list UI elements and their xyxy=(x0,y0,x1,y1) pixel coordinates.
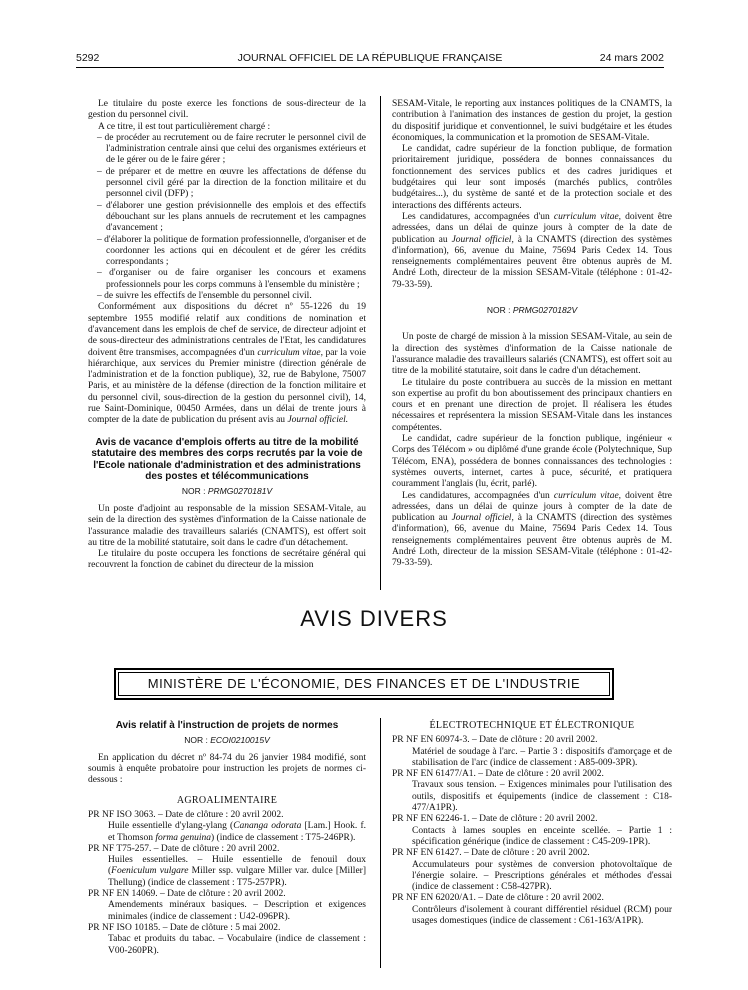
bottom-right-column xyxy=(392,720,672,927)
notice-title: Avis relatif à l'instruction de projets de normes xyxy=(115,720,339,731)
list-item xyxy=(392,893,672,927)
list-item: – de suivre les effectifs de l'ensemble du personnel civil. xyxy=(97,291,312,302)
paragraph: Les candidatures, accompagnées d'un curriculum vitae, doivent être adressées, dans un délai de quinze jours à compter de la date de publication au Journal officiel, à la CNAMTS (direction des systèmes d'information), 66, avenue du Maine, 75694 Paris Cedex 14. Tous renseignements complémentaires peuvent être obtenus auprès de M. André Loth, directeur de la mission SESAM-Vitale (téléphone : 01-42-79-33-59). xyxy=(392,490,672,569)
top-left-column xyxy=(88,99,366,572)
norm-description: Tabac et produits du tabac. – Vocabulaire (indice de classement : V00-260PR). xyxy=(108,934,366,956)
top-right-column xyxy=(392,99,672,570)
norm-reference: PR NF EN 61427. – Date de clôture : 20 avril 2002. xyxy=(392,848,590,859)
paragraph: En application du décret nº 84-74 du 26 janvier 1984 modifié, sont soumis à enquête probatoire pour instruction les projets de normes ci-dessous : xyxy=(88,752,366,786)
norm-reference: PR NF EN 60974-3. – Date de clôture : 20 avril 2002. xyxy=(392,735,598,746)
list-item: – d'organiser ou de faire organiser les concours et examens professionnels pour les corps communs à l'ensemble du ministère ; xyxy=(97,268,366,290)
list-item xyxy=(88,844,366,889)
list-item xyxy=(88,810,366,844)
paragraph: Conformément aux dispositions du décret nº 55-1226 du 19 septembre 1955 modifié relatif aux conditions de nomination et d'avancement dans les emplois de chef de service, de directeur adjoint et de sous-directeur des administrations centrales de l'Etat, les candidatures doivent être transmises, accompagnées d'un curriculum vitae, par la voie hiérarchique, aux services du Premier ministre (direction générale de l'administration et de la fonction publique), 32, rue de Babylone, 75007 Paris, et au ministère de la défense (direction de la fonction militaire et du personnel civil, sous-direction de la gestion du personnel civil), 14, rue Saint-Dominique, 00450 Armées, dans un délai de trente jours à compter de la date de publication du présent avis au Journal officiel. xyxy=(88,302,367,426)
list-item xyxy=(392,735,672,769)
list-item xyxy=(392,814,672,848)
norm-reference: PR NF ISO 3063. – Date de clôture : 20 avril 2002. xyxy=(88,809,284,820)
list-item: – d'élaborer la politique de formation professionnelle, d'organiser et de coordonner les actions qui en découlent et de gérer les crédits correspondants ; xyxy=(97,234,366,268)
avis-divers-heading: AVIS DIVERS xyxy=(300,606,448,631)
header-rule xyxy=(76,67,664,68)
nor-reference: NOR : ECOI0210015V xyxy=(184,734,270,745)
ministry-title: MINISTÈRE DE L'ÉCONOMIE, DES FINANCES ET DE L'INDUSTRIE xyxy=(118,672,610,696)
paragraph: Le titulaire du poste contribuera au succès de la mission en mettant son expertise au profit du bon aboutissement des principaux chantiers en cours et en prenant une direction de projet. Il réalisera les études nécessaires et représentera la mission SESAM-Vitale dans les instances compétentes. xyxy=(392,377,672,433)
paragraph: Le candidat, cadre supérieur de la fonction publique, de formation prioritairement juridique, possédera de bonnes connaissances du fonctionnement des services publics et des cadres juridiques et budgétaires qui leur sont imposés (marchés publics, contrôles budgétaires...), du système de santé et de la protection sociale et des interactions des différents acteurs. xyxy=(392,144,672,211)
norm-description: Matériel de soudage à l'arc. – Partie 3 : dispositifs d'amorçage et de stabilisation de l'arc (indice de classement : A85-009-3PR). xyxy=(412,746,672,768)
norm-reference: PR NF ISO 10185. – Date de clôture : 5 mai 2002. xyxy=(88,922,281,933)
norm-description: Contacts à lames souples en enceinte scellée. – Partie 1 : spécification générique (indice de classement : C45-209-1PR). xyxy=(412,825,672,847)
list-item xyxy=(392,848,672,893)
ministry-box xyxy=(114,668,614,700)
paragraph: A ce titre, il est tout particulièrement chargé : xyxy=(98,121,271,132)
norm-description: Accumulateurs pour systèmes de conversion photovoltaïque de l'énergie solaire. – Prescriptions générales et méthodes d'essai (indice de classement : C58-427PR). xyxy=(412,859,672,893)
paragraph: Un poste d'adjoint au responsable de la mission SESAM-Vitale, au sein de la direction des systèmes d'information de la Caisse nationale de l'assurance maladie des travailleurs salariés (CNAMTS), est offert soit au titre de la mobilité statutaire, soit dans le cadre d'un détachement. xyxy=(88,503,366,548)
paragraph: Le titulaire du poste exerce les fonctions de sous-directeur de la gestion du personnel civil. xyxy=(88,99,366,121)
nor-reference: NOR : PRMG0270181V xyxy=(181,485,273,496)
nor-reference: NOR : PRMG0270182V xyxy=(486,305,578,316)
column-divider xyxy=(380,96,381,590)
list-item xyxy=(88,923,366,957)
norm-description: Contrôleurs d'isolement à courant différentiel résiduel (RCM) pour usages domestiques (indice de classement : C61-163/A1PR). xyxy=(412,904,672,927)
section-title: Avis de vacance d'emplois offerts au titre de la mobilité statutaire des membres des corps recrutés par la voie de l'Ecole nationale d'administration et des administrations des postes et télécommunications xyxy=(91,436,363,483)
column-divider xyxy=(380,718,381,968)
paragraph: Le candidat, cadre supérieur de la fonction publique, ingénieur « Corps des Télécom » ou diplômé d'une grande école (Polytechnique, Sup Télécom, ENA), possédera de bonnes connaissances des technologies : systèmes ouverts, internet, cartes à puce, sécurité, et pratiquera couramment l'anglais (lu, écrit, parlé). xyxy=(392,434,672,490)
norm-description: Huiles essentielles. – Huile essentielle de fenouil doux (Foeniculum vulgare Miller ssp. vulgare Miller var. dulce [Miller] Thellung) (indice de classement : T75-257PR). xyxy=(108,855,366,888)
category-heading: AGROALIMENTAIRE xyxy=(176,794,278,806)
page-header xyxy=(76,52,664,66)
norm-reference: PR NF T75-257. – Date de clôture : 20 avril 2002. xyxy=(88,843,280,854)
paragraph: Le titulaire du poste occupera les fonctions de secrétaire général qui recouvrent la fonction de cabinet du directeur de la mission xyxy=(88,549,366,571)
issue-date: 24 mars 2002 xyxy=(599,52,664,64)
norm-description: Huile essentielle d'ylang-ylang (Cananga odorata [Lam.] Hook. f. et Thomson forma genuina) (indice de classement : T75-246PR). xyxy=(108,821,366,843)
paragraph: SESAM-Vitale, le reporting aux instances politiques de la CNAMTS, la contribution à l'animation des instances de gestion du projet, la gestion du dispositif juridique et conventionnel, le suivi budgétaire et les études économiques, la communication et la promotion de SESAM-Vitale. xyxy=(392,99,672,143)
norm-reference: PR NF EN 62020/A1. – Date de clôture : 20 avril 2002. xyxy=(392,893,604,904)
list-item xyxy=(88,889,366,923)
list-item: – de procéder au recrutement ou de faire recruter le personnel civil de l'administration centrale ainsi que celui des organismes extérieurs et de le gérer ou de le faire gérer ; xyxy=(97,132,366,166)
paragraph: Les candidatures, accompagnées d'un curriculum vitae, doivent être adressées, dans un délai de quinze jours à compter de la date de publication au Journal officiel, à la CNAMTS (direction des systèmes d'information), 66, avenue du Maine, 75694 Paris Cedex 14. Tous renseignements complémentaires peuvent être obtenus auprès de M. André Loth, directeur de la mission SESAM-Vitale (téléphone : 01-42-79-33-59). xyxy=(392,211,672,290)
paragraph: Un poste de chargé de mission à la mission SESAM-Vitale, au sein de la direction des systèmes d'information de la Caisse nationale de l'assurance maladie des travailleurs salariés (CNAMTS), est offert soit au titre de la mobilité statutaire, soit dans le cadre d'un détachement. xyxy=(392,332,672,377)
page-number: 5292 xyxy=(76,52,100,64)
journal-title: JOURNAL OFFICIEL DE LA RÉPUBLIQUE FRANÇAISE xyxy=(237,52,503,64)
norm-reference: PR NF EN 62246-1. – Date de clôture : 20 avril 2002. xyxy=(392,814,598,825)
list-item xyxy=(392,769,672,814)
list-item: – d'élaborer une gestion prévisionnelle des emplois et des effectifs débouchant sur les plans annuels de recrutement et les campagnes d'avancement ; xyxy=(97,200,366,234)
list-item: – de préparer et de mettre en œuvre les affectations de défense du personnel civil géré par la direction de la fonction militaire et du personnel civil (DFP) ; xyxy=(97,166,366,200)
norm-reference: PR NF EN 14069. – Date de clôture : 20 avril 2002. xyxy=(88,889,286,900)
bottom-left-column xyxy=(88,720,366,957)
norm-description: Amendements minéraux basiques. – Description et exigences minimales (indice de classement : U42-096PR). xyxy=(108,900,366,922)
category-heading: ÉLECTROTECHNIQUE ET ÉLECTRONIQUE xyxy=(429,720,635,731)
norm-reference: PR NF EN 61477/A1. – Date de clôture : 20 avril 2002. xyxy=(392,769,604,780)
norm-description: Travaux sous tension. – Exigences minimales pour l'utilisation des outils, dispositifs et équipements (indice de classement : C18-477/A1PR). xyxy=(412,780,672,814)
